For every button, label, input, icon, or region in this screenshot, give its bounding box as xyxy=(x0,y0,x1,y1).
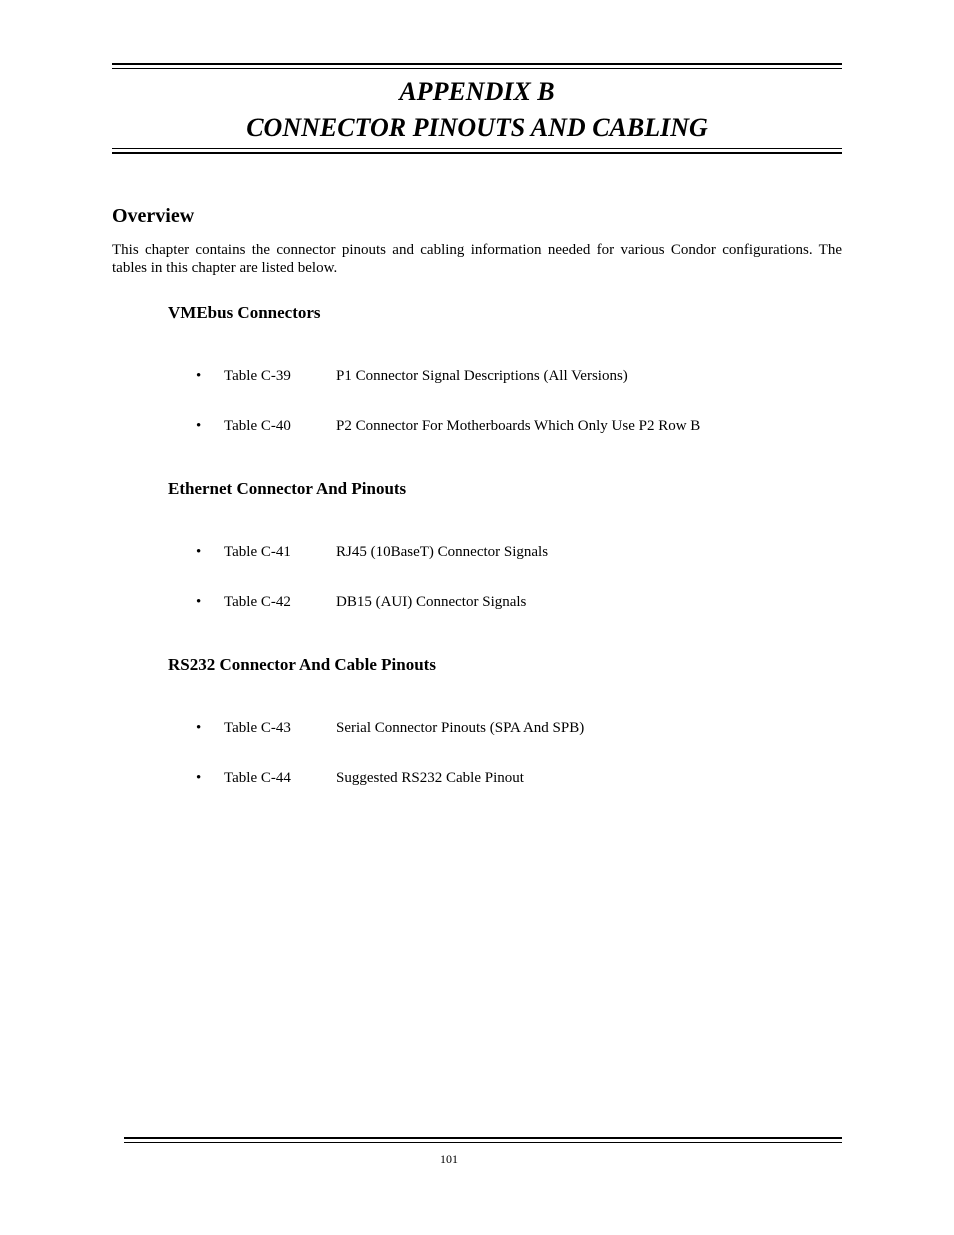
bullet-icon: • xyxy=(196,770,202,786)
appendix-subtitle: CONNECTOR PINOUTS AND CABLING xyxy=(246,113,708,142)
footer-rule xyxy=(124,1137,842,1139)
table-reference: Table C-40 xyxy=(224,418,291,434)
table-description: Serial Connector Pinouts (SPA And SPB) xyxy=(336,720,585,736)
bullet-icon: • xyxy=(196,368,202,384)
bullet-icon: • xyxy=(196,720,202,736)
header-bottom-rule xyxy=(112,152,842,154)
table-reference: Table C-42 xyxy=(224,594,291,610)
table-reference: Table C-39 xyxy=(224,368,291,384)
overview-heading: Overview xyxy=(112,205,195,227)
header-top-rule-thin xyxy=(112,68,842,69)
header-bottom-rule-thin xyxy=(112,148,842,149)
table-description: Suggested RS232 Cable Pinout xyxy=(336,770,524,786)
section-heading-ethernet: Ethernet Connector And Pinouts xyxy=(168,479,407,498)
table-reference: Table C-44 xyxy=(224,770,291,786)
overview-intro: This chapter contains the connector pinouts and cabling information needed for various Condor configurations. The tables in this chapter are listed below. xyxy=(112,242,842,276)
table-description: P2 Connector For Motherboards Which Only Use P2 Row B xyxy=(336,418,701,434)
table-reference: Table C-43 xyxy=(224,720,291,736)
table-description: DB15 (AUI) Connector Signals xyxy=(336,594,527,610)
section-heading-rs232: RS232 Connector And Cable Pinouts xyxy=(168,655,436,674)
section-heading-vmebus: VMEbus Connectors xyxy=(168,303,321,322)
footer-rule-thin xyxy=(124,1142,842,1143)
header-top-rule xyxy=(112,63,842,65)
table-description: P1 Connector Signal Descriptions (All Versions) xyxy=(336,368,628,384)
page-number: 101 xyxy=(440,1152,458,1166)
appendix-title: APPENDIX B xyxy=(399,77,555,106)
bullet-icon: • xyxy=(196,418,202,434)
bullet-icon: • xyxy=(196,594,202,610)
bullet-icon: • xyxy=(196,544,202,560)
table-reference: Table C-41 xyxy=(224,544,291,560)
table-description: RJ45 (10BaseT) Connector Signals xyxy=(336,544,549,560)
